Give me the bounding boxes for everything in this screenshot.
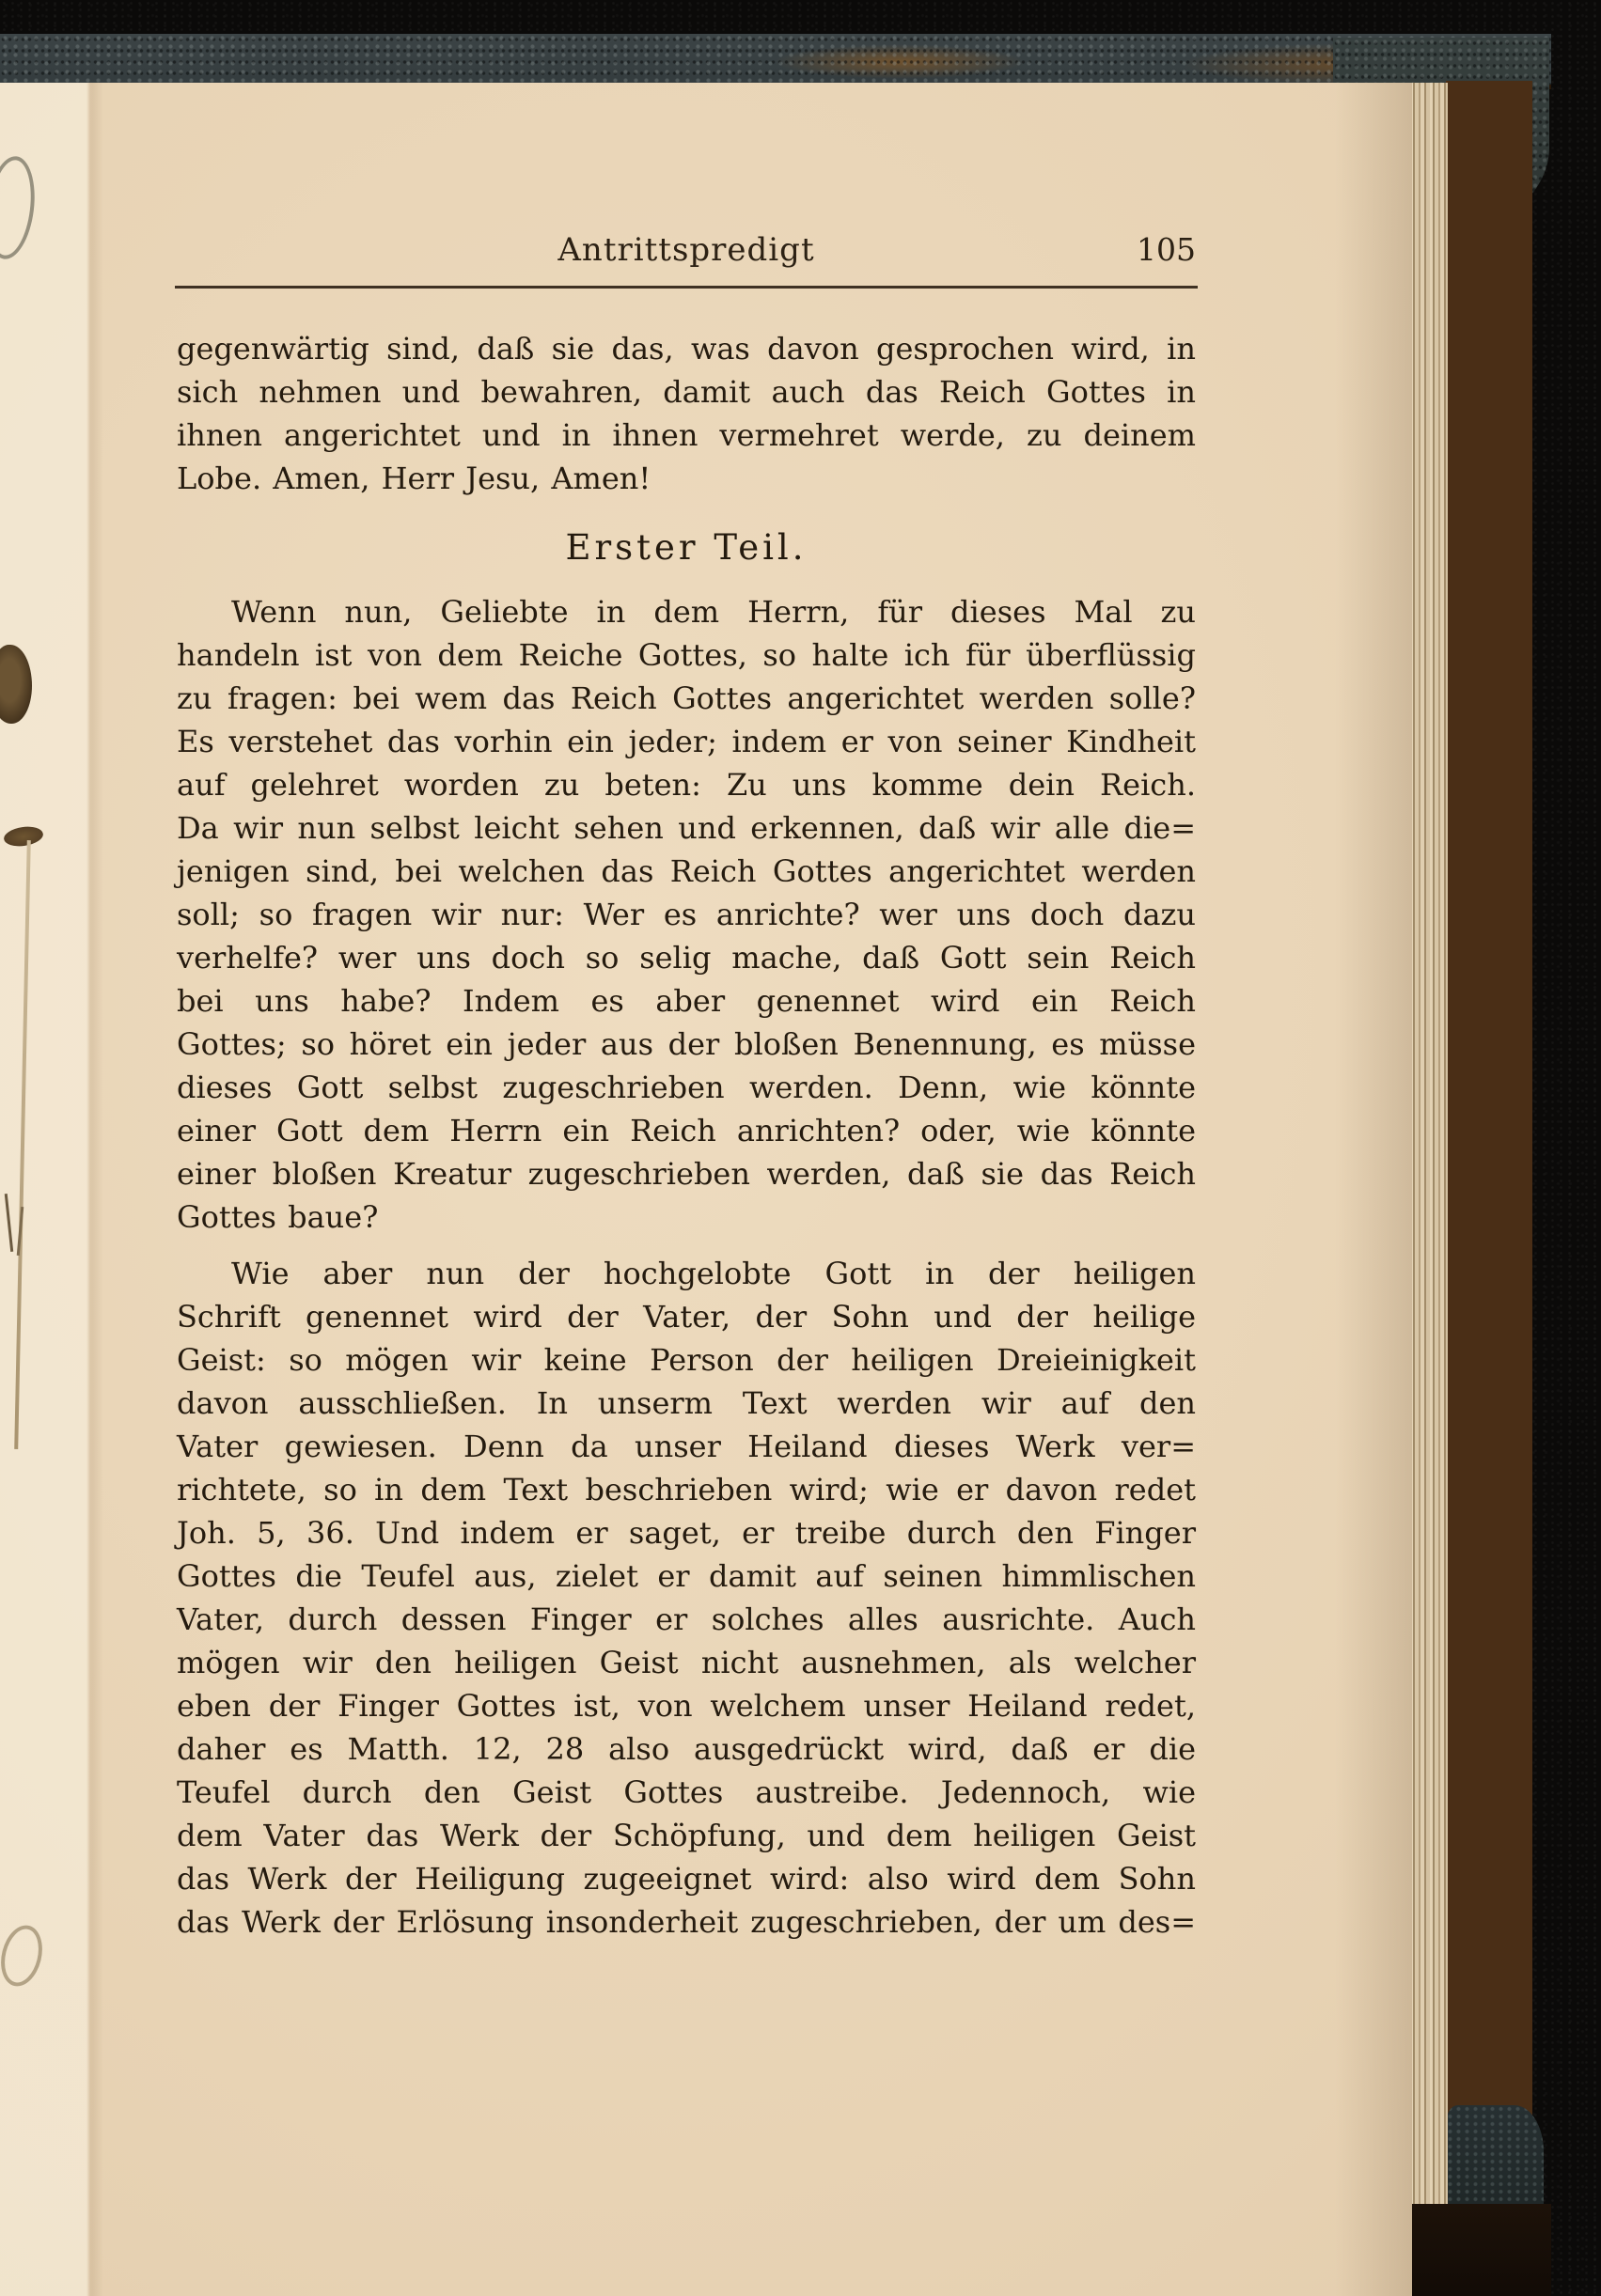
text-line: eben der Finger Gottes ist, von welchem unser Heiland redet, — [177, 1688, 1196, 1724]
text-line: Gottes die Teufel aus, zielet er damit auf seinen himmlischen — [177, 1558, 1196, 1594]
text-line: Geist: so mögen wir keine Person der heiligen Dreieinigkeit — [177, 1342, 1196, 1378]
text-line: soll; so fragen wir nur: Wer es anrichte? wer uns doch dazu — [177, 897, 1196, 932]
paragraph — [177, 590, 1196, 1239]
text-line: richtete, so in dem Text beschrieben wird; wie er davon redet — [177, 1472, 1196, 1507]
text-line: verhelfe? wer uns doch so selig mache, daß Gott sein Reich — [177, 940, 1196, 976]
text-line: zu fragen: bei wem das Reich Gottes angerichtet werden solle? — [177, 680, 1196, 716]
text-line: Gottes baue? — [177, 1199, 379, 1235]
text-line: Wenn nun, Geliebte in dem Herrn, für dieses Mal zu — [231, 594, 1196, 630]
book-top-edge-leather — [0, 34, 1551, 89]
running-header — [177, 226, 1196, 274]
text-line: einer Gott dem Herrn ein Reich anrichten? oder, wie könnte — [177, 1113, 1196, 1148]
text-line: das Werk der Erlösung insonderheit zugeschrieben, der um des= — [177, 1904, 1196, 1940]
marbled-board-edge — [1446, 81, 1532, 2254]
text-line: handeln ist von dem Reiche Gottes, so halte ich für überflüssig — [177, 637, 1196, 673]
text-line: Vater gewiesen. Denn da unser Heiland dieses Werk ver= — [177, 1429, 1196, 1464]
text-line: jenigen sind, bei welchen das Reich Gottes angerichtet werden — [177, 853, 1196, 889]
text-line: Lobe. Amen, Herr Jesu, Amen! — [177, 461, 651, 496]
text-line: sich nehmen und bewahren, damit auch das Reich Gottes in — [177, 374, 1196, 410]
sewing-hole — [3, 824, 44, 849]
text-line: das Werk der Heiligung zugeeignet wird: also wird dem Sohn — [177, 1861, 1196, 1897]
running-header-title: Antrittspredigt — [557, 231, 815, 269]
text-line: mögen wir den heiligen Geist nicht ausnehmen, als welcher — [177, 1645, 1196, 1680]
text-line: Schrift genennet wird der Vater, der Sohn und der heilige — [177, 1299, 1196, 1335]
header-rule — [175, 286, 1198, 289]
text-line: auf gelehret worden zu beten: Zu uns komme dein Reich. — [177, 767, 1196, 803]
page-number: 105 — [1137, 231, 1196, 268]
text-line: Joh. 5, 36. Und indem er saget, er treibe durch den Finger — [177, 1515, 1196, 1551]
text-line: Gottes; so höret ein jeder aus der bloßen Benennung, es müsse — [177, 1026, 1196, 1062]
binding-cord-knot — [0, 645, 32, 724]
binding-thread-loop-top — [0, 153, 40, 261]
text-line: Da wir nun selbst leicht sehen und erkennen, daß wir alle die= — [177, 810, 1196, 846]
binding-thread-mark — [5, 1194, 13, 1252]
text-line: daher es Matth. 12, 28 also ausgedrückt wird, daß er die — [177, 1731, 1196, 1767]
book-page — [0, 83, 1412, 2296]
binding-thread-loop-bottom — [0, 1921, 48, 1991]
paragraph — [177, 327, 1196, 500]
section-heading: Erster Teil. — [565, 527, 808, 568]
text-line: Es verstehet das vorhin ein jeder; indem er von seiner Kindheit — [177, 724, 1196, 759]
text-line: davon ausschließen. In unserm Text werden wir auf den — [177, 1385, 1196, 1421]
binding-thread-long — [14, 840, 31, 1449]
text-line: bei uns habe? Indem es aber genennet wird ein Reich — [177, 983, 1196, 1019]
text-line: dieses Gott selbst zugeschrieben werden. Denn, wie könnte — [177, 1070, 1196, 1105]
page-edge-stack — [1410, 83, 1448, 2214]
text-line: gegenwärtig sind, daß sie das, was davon gesprochen wird, in — [177, 331, 1196, 367]
text-line: Wie aber nun der hochgelobte Gott in der heiligen — [231, 1256, 1196, 1291]
paragraph — [177, 1252, 1196, 1944]
text-line: einer bloßen Kreatur zugeschrieben werden, daß sie das Reich — [177, 1156, 1196, 1192]
text-body — [177, 327, 1196, 1944]
text-line: ihnen angerichtet und in ihnen vermehret werde, zu deinem — [177, 417, 1196, 453]
text-line: dem Vater das Werk der Schöpfung, und dem heiligen Geist — [177, 1818, 1196, 1853]
text-line: Teufel durch den Geist Gottes austreibe. Jedennoch, wie — [177, 1774, 1196, 1810]
text-line: Vater, durch dessen Finger er solches alles ausrichte. Auch — [177, 1601, 1196, 1637]
